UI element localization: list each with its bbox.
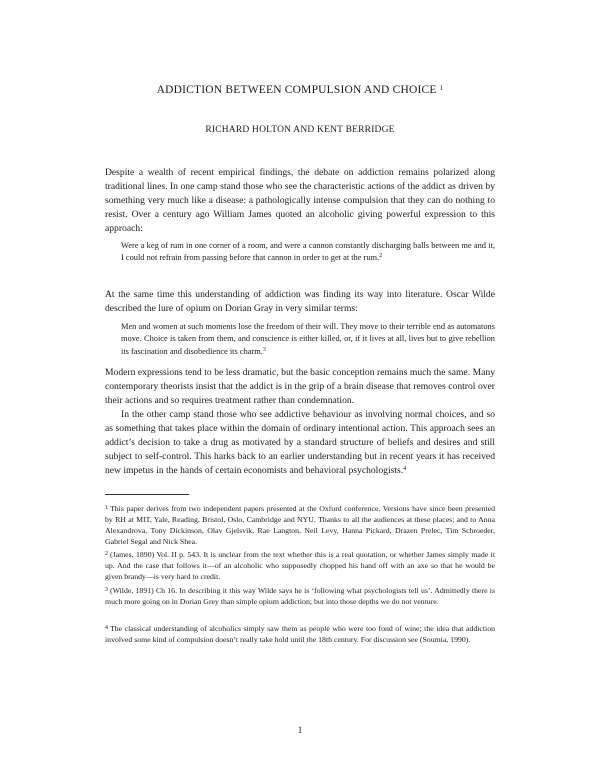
paragraph-4 [105,408,495,478]
footnote-divider [105,494,189,495]
paragraph-1: Despite a wealth of recent empirical findings, the debate on addiction remains polarized along traditional lines. In one camp stand those who see the characteristic actions of the addict as driven by something very much like a disease: a pathologically intense compulsion that they can do nothing to resist. Over a century ago William James quoted an alcoholic giving powerful expression to this approach: [105,167,495,234]
quote-text: Men and women at such moments lose the freedom of their will. They move to their terrible end as automatons move. Choice is taken from them, and conscience is either killed, or, if it lives at all, lives but to give rebellion its fascination and disobedience its charm. [121,322,495,356]
paragraph-3: Modern expressions tend to be less dramatic, but the basic conception remains much the same. Many contemporary theorists insist that the addict is in the grip of a brain disease that removes control over their actions and so requires treatment rather than condemnation. [105,367,495,406]
footnote-marker-4[interactable]: 4 [403,465,407,472]
paper-title [0,84,600,96]
footnote-marker-3[interactable]: 3 [262,346,266,353]
footnote-number: 3 [105,587,108,593]
title-text: ADDICTION BETWEEN COMPULSION AND CHOICE [156,84,437,96]
footnote-1 [105,503,495,547]
footnote-text: This paper derives from two independent papers presented at the Oxford conference. Versions have since been presented by RH at MIT, Yale, Reading, Bristol, Oslo, Cambridge and NYU. Thanks to all the audiences at these places; and to Anna Alexandrova, Tony Dickinson, Olav Gjelsvik, Rae Langton, Neil Levy, Hanna Pickard, Drazen Prelec, Tim Schroeder, Gabriel Segal and Nick Shea. [105,504,495,547]
title-footnote-marker[interactable]: 1 [439,84,444,92]
footnote-text: The classical understanding of alcoholics simply saw them as people who were too fond of wine; the idea that addiction involved some kind of compulsion doesn’t really take hold until the 18th century. For discussion see (Soumia, 1990). [105,624,495,645]
block-quote-wilde [121,321,495,358]
page-number: 1 [297,726,303,736]
footnote-2 [105,549,495,582]
footnote-number: 1 [105,505,108,511]
footnote-4 [105,623,495,645]
quote-text: Were a keg of rum in one corner of a room, and were a cannon constantly discharging balls between me and it, I could not refrain from passing before that cannon in order to get at the rum. [121,241,495,263]
paragraph-4-text: In the other camp stand those who see addictive behaviour as involving normal choices, and so as something that takes place within the domain of ordinary intentional action. This approach sees an addict’s decision to take a drug as motivated by a standard structure of beliefs and desires and still subject to self-control. This harks back to an earlier understanding but in recent years it has received new impetus in the hands of certain economists and behavioral psychologists. [105,409,495,476]
block-quote-james [121,240,495,265]
footnote-text: (Wilde, 1891) Ch 16. In describing it this way Wilde says he is ‘following what psychologists tell us’. Admittedly there is much more going on in Dorian Grey than simple opium addiction; but into those depths we do not venture. [105,586,495,607]
footnote-number: 4 [105,625,108,631]
footnote-text: (James, 1890) Vol. II p. 543. It is unclear from the text whether this is a real quotation, or whether James simply made it up. And the case that follows it—of an alcoholic who supposedly chopped his hand off with an axe so that he would be given brandy—is very hard to credit. [105,550,495,582]
paragraph-2: At the same time this understanding of addiction was finding its way into literature. Oscar Wilde described the lure of opium on Dorian Gray in very similar terms: [105,289,495,314]
footnote-3 [105,585,495,607]
authors: RICHARD HOLTON AND KENT BERRIDGE [205,125,395,135]
footnote-number: 2 [105,551,108,557]
footnote-marker-2[interactable]: 2 [379,253,383,260]
